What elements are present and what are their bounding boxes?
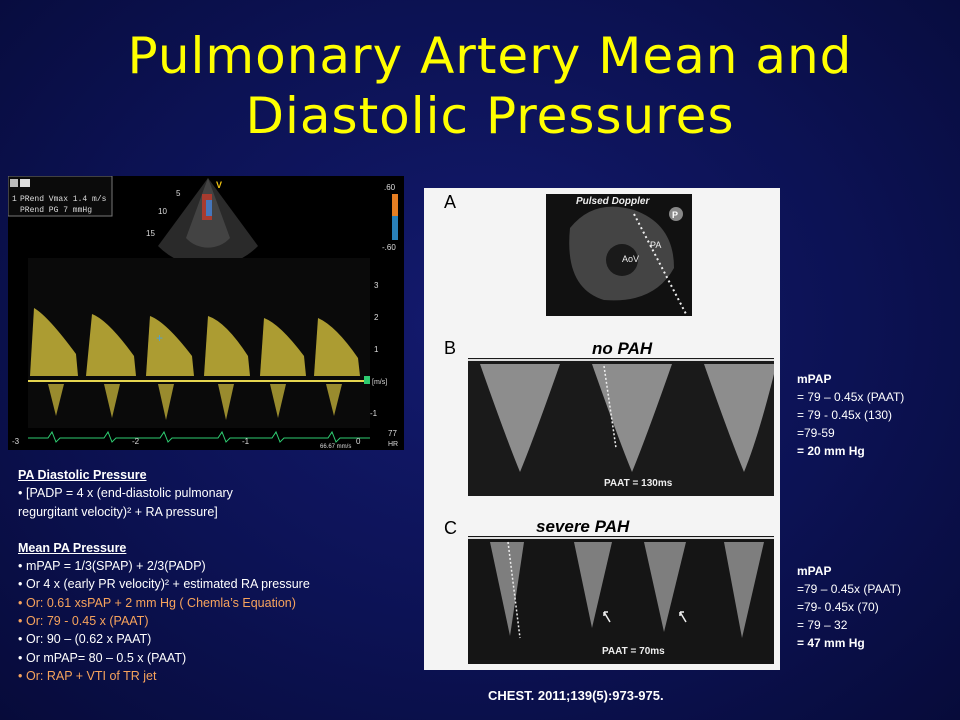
calc-no-pah-line-1: = 79 – 0.45x (PAAT) xyxy=(797,390,905,404)
tick-1: 1 xyxy=(374,345,379,354)
hr-label: HR xyxy=(388,441,399,448)
cursor-plus: + xyxy=(156,331,164,345)
mean-item-2: • Or 4 x (early PR velocity)² + estimated RA pressure xyxy=(18,575,398,593)
tick-3: 3 xyxy=(374,281,379,290)
mean-item-4: • Or: 79 - 0.45 x (PAAT) xyxy=(18,612,398,630)
panel-a-pa: PA xyxy=(650,240,662,250)
calc-no-pah xyxy=(797,370,904,460)
panel-b-title: no PAH xyxy=(592,339,653,358)
calc-no-pah-label: mPAP xyxy=(797,372,832,386)
readout-prefix: 1 xyxy=(12,195,17,204)
readout-pg: PRend PG 7 mmHg xyxy=(20,206,93,215)
pulsed-doppler-figure xyxy=(424,188,780,670)
time-tick-minus-2: -2 xyxy=(132,437,140,446)
calc-no-pah-result: = 20 mm Hg xyxy=(797,444,865,458)
calc-severe-label: mPAP xyxy=(797,564,832,578)
view-label: V xyxy=(216,180,223,190)
panel-b-paat: PAAT = 130ms xyxy=(604,478,673,489)
panel-a-p: P xyxy=(672,210,679,220)
time-tick-minus-3: -3 xyxy=(12,437,20,446)
title-line-1: Pulmonary Artery Mean and xyxy=(127,27,853,85)
formula-notes xyxy=(18,466,398,685)
slide-title xyxy=(60,26,920,146)
calc-severe-line-1: =79 – 0.45x (PAAT) xyxy=(797,582,901,596)
tick-minus-1: -1 xyxy=(370,409,378,418)
panel-c-title: severe PAH xyxy=(536,517,630,536)
echo-doppler-image xyxy=(8,176,404,450)
calc-severe-result: = 47 mm Hg xyxy=(797,636,865,650)
calc-severe-line-2: =79- 0.45x (70) xyxy=(797,600,879,614)
panel-c-paat: PAAT = 70ms xyxy=(602,646,665,657)
sector-depth-15: 15 xyxy=(146,229,155,238)
calc-no-pah-line-3: =79-59 xyxy=(797,426,835,440)
panel-a-aov: AoV xyxy=(622,254,640,264)
calc-severe-pah xyxy=(797,562,901,652)
mean-item-6: • Or mPAP= 80 – 0.5 x (PAAT) xyxy=(18,649,398,667)
time-tick-0: 0 xyxy=(356,437,361,446)
padp-formula-line-1: • [PADP = 4 x (end-diastolic pulmonary xyxy=(18,484,398,502)
calc-no-pah-line-2: = 79 - 0.45x (130) xyxy=(797,408,893,422)
mean-item-5: • Or: 90 – (0.62 x PAAT) xyxy=(18,630,398,648)
sector-depth-10: 10 xyxy=(158,207,167,216)
hr-value: 77 xyxy=(388,429,397,438)
mean-item-7: • Or: RAP + VTI of TR jet xyxy=(18,667,398,685)
panel-a-title: Pulsed Doppler xyxy=(576,196,650,207)
calc-severe-line-3: = 79 – 32 xyxy=(797,618,848,632)
mean-item-1: • mPAP = 1/3(SPAP) + 2/3(PADP) xyxy=(18,557,398,575)
scale-bottom: -.60 xyxy=(382,243,396,252)
panel-c-label: C xyxy=(444,518,457,538)
citation: CHEST. 2011;139(5):973-975. xyxy=(488,688,664,703)
mean-pa-heading: Mean PA Pressure xyxy=(18,540,127,555)
padp-formula-line-2: regurgitant velocity)² + RA pressure] xyxy=(18,504,218,519)
pa-diastolic-heading: PA Diastolic Pressure xyxy=(18,468,147,482)
tick-2: 2 xyxy=(374,313,379,322)
scale-top: .60 xyxy=(384,183,396,192)
echo-doppler-svg xyxy=(8,176,404,450)
time-tick-minus-1: -1 xyxy=(242,437,250,446)
mean-item-3: • Or: 0.61 xsPAP + 2 mm Hg ( Chemla’s Equation) xyxy=(18,594,398,612)
panel-b-label: B xyxy=(444,338,457,358)
readout-vmax: PRend Vmax 1.4 m/s xyxy=(20,195,107,204)
sweep-speed: 66.67 mm/s xyxy=(320,444,352,450)
figure-svg xyxy=(424,188,780,670)
title-line-2: Diastolic Pressures xyxy=(245,87,735,145)
velocity-unit: [m/s] xyxy=(372,379,388,386)
sector-depth-5: 5 xyxy=(176,189,181,198)
panel-a-label: A xyxy=(444,192,457,212)
